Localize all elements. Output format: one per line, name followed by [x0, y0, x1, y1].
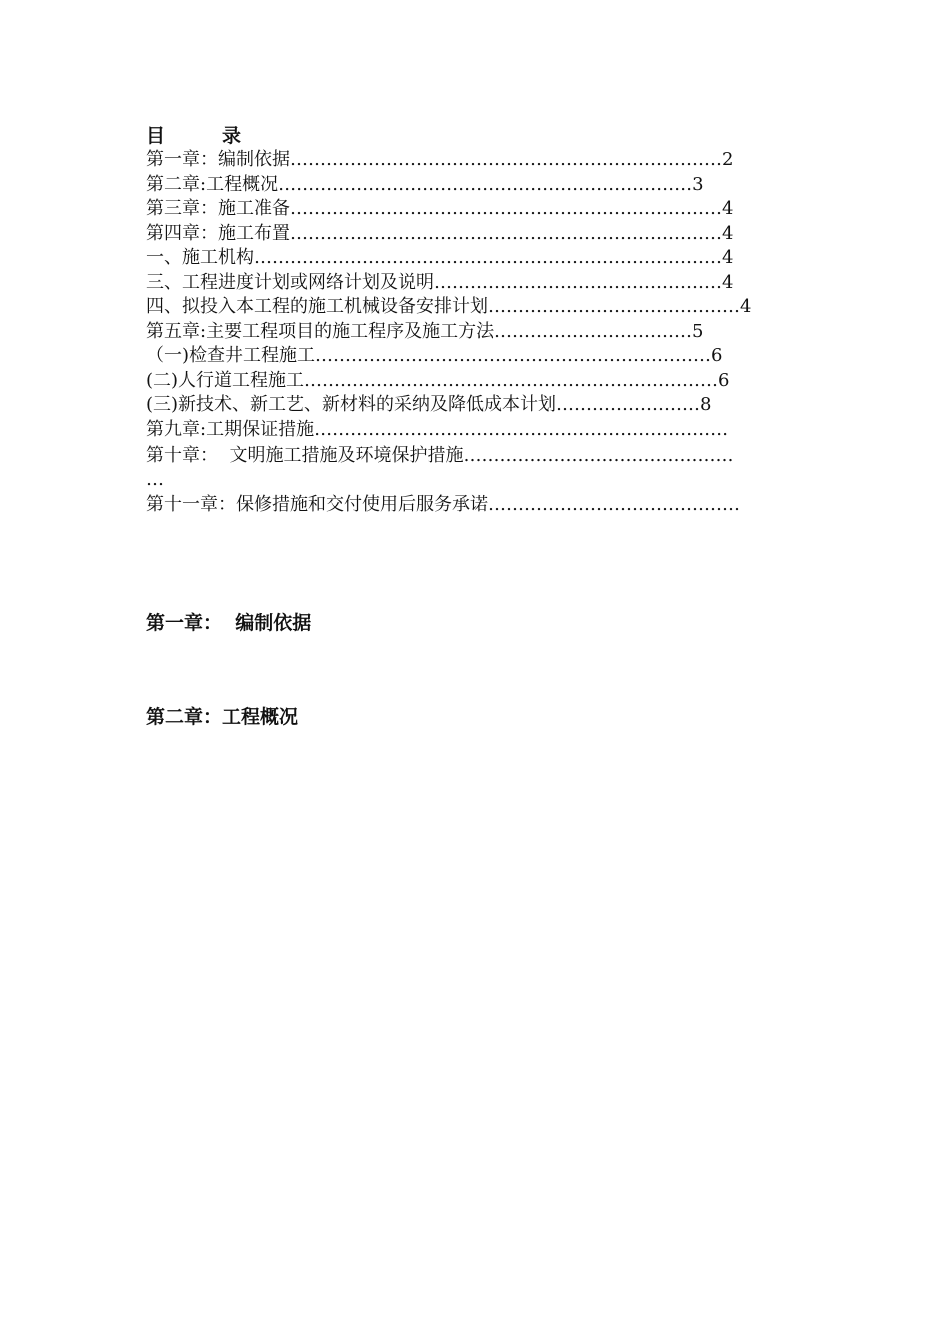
toc-entry-continuation: … [146, 468, 164, 490]
toc-entry: 第十一章：保修措施和交付使用后服务承诺…………………………………… [146, 493, 740, 515]
toc-entry: 四、拟投入本工程的施工机械设备安排计划……………………………………4 [146, 296, 752, 317]
toc-entry: 第四章：施工布置………………………………………………………………4 [146, 222, 734, 244]
toc-entry: 三、工程进度计划或网络计划及说明…………………………………………4 [146, 271, 734, 293]
toc-title: 目 录 [146, 125, 242, 147]
toc-entry: 第一章：编制依据………………………………………………………………2 [146, 149, 734, 170]
toc-entry: 第三章：施工准备………………………………………………………………4 [146, 198, 734, 219]
table-of-contents [146, 124, 866, 517]
toc-entry: (三)新技术、新工艺、新材料的采纳及降低成本计划……………………8 [146, 394, 712, 415]
toc-entry: (二)人行道工程施工……………………………………………………………6 [146, 369, 730, 391]
toc-entry: 第九章:工期保证措施…………………………………………………………… [146, 418, 729, 440]
toc-entry: 第二章:工程概况……………………………………………………………3 [146, 173, 704, 195]
toc-entry: 一、施工机构……………………………………………………………………4 [146, 247, 734, 268]
chapter-heading: 第一章： 编制依据 [146, 612, 312, 634]
toc-entry: （一)检查井工程施工…………………………………………………………6 [146, 345, 723, 366]
toc-entry: 第十章： 文明施工措施及环境保护措施……………………………………… [146, 445, 734, 466]
toc-entry: 第五章:主要工程项目的施工程序及施工方法……………………………5 [146, 320, 704, 342]
chapter-heading: 第二章：工程概况 [146, 706, 299, 728]
